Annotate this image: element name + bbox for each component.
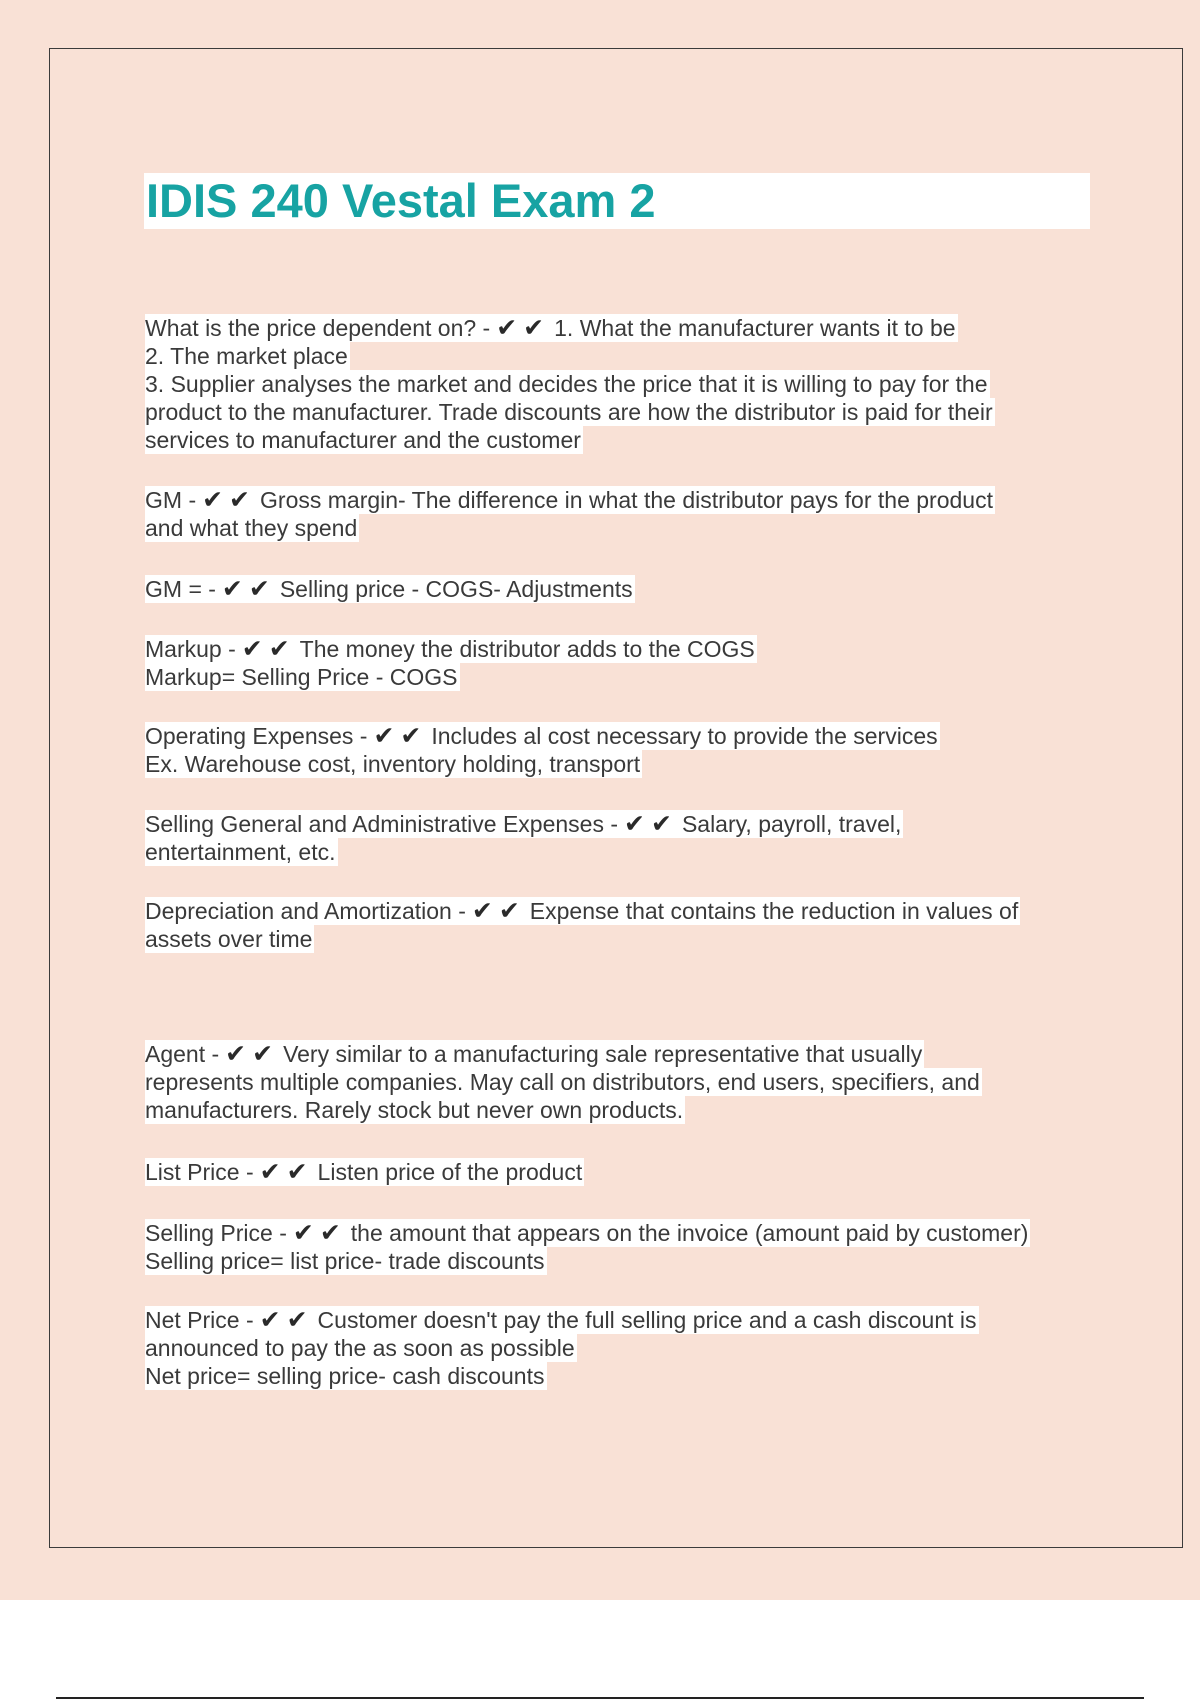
entry-definition: Listen price of the product [317, 1159, 583, 1185]
entry-continuation-line: assets over time [145, 926, 313, 952]
entry-definition: The money the distributor adds to the COGS [299, 636, 755, 662]
flashcard-entry [145, 1306, 979, 1390]
entry-continuation-line: Selling price= list price- trade discounts [145, 1248, 545, 1274]
check-double-icon: ✔✔ [471, 896, 526, 925]
check-double-icon: ✔✔ [225, 1039, 280, 1068]
entry-first-line [145, 810, 903, 838]
entry-continuation-line: product to the manufacturer. Trade discounts are how the distributor is paid for their [145, 399, 993, 425]
entry-term: Net Price - [145, 1307, 254, 1333]
entry-definition: Customer doesn't pay the full selling price and a cash discount is [317, 1307, 977, 1333]
entry-first-line [145, 486, 995, 514]
check-double-icon: ✔✔ [202, 485, 257, 514]
entry-definition: Salary, payroll, travel, [681, 811, 902, 837]
flashcard-entry [145, 486, 995, 542]
check-double-icon: ✔✔ [259, 1305, 314, 1334]
entry-term: Agent - [145, 1041, 220, 1067]
entry-continuation-line: manufacturers. Rarely stock but never own products. [145, 1097, 684, 1123]
check-double-icon: ✔✔ [373, 721, 428, 750]
flashcard-entry [145, 897, 1020, 953]
entry-term: Selling Price - [145, 1220, 287, 1246]
entry-term: What is the price dependent on? - [145, 315, 491, 341]
entry-first-line [145, 575, 635, 603]
entry-first-line [145, 314, 958, 342]
entry-term: GM - [145, 487, 197, 513]
flashcard-entry [145, 314, 995, 454]
entry-definition: Includes al cost necessary to provide the services [431, 723, 938, 749]
flashcard-entry [145, 1158, 584, 1186]
entry-term: GM = - [145, 576, 216, 602]
entry-first-line [145, 1219, 1030, 1247]
entry-continuation-line: 2. The market place [145, 343, 348, 369]
entry-first-line [145, 1306, 979, 1334]
entry-first-line [145, 722, 940, 750]
check-double-icon: ✔✔ [241, 634, 296, 663]
entry-continuation-line: announced to pay the as soon as possible [145, 1335, 575, 1361]
flashcard-entry [145, 575, 635, 603]
flashcard-entry [145, 635, 757, 691]
entry-term: List Price - [145, 1159, 254, 1185]
check-double-icon: ✔✔ [496, 313, 551, 342]
title-highlight [144, 173, 1090, 229]
entry-continuation-line: services to manufacturer and the customer [145, 427, 581, 453]
entry-term: Operating Expenses - [145, 723, 368, 749]
entry-continuation-line: represents multiple companies. May call on distributors, end users, specifiers, and [145, 1069, 980, 1095]
flashcard-entry [145, 1219, 1030, 1275]
entry-term: Markup - [145, 636, 236, 662]
entry-continuation-line: Markup= Selling Price - COGS [145, 664, 458, 690]
entry-first-line [145, 897, 1020, 925]
entry-definition: Very similar to a manufacturing sale representative that usually [283, 1041, 923, 1067]
entry-term: Depreciation and Amortization - [145, 898, 466, 924]
check-double-icon: ✔✔ [624, 809, 678, 838]
document-title: IDIS 240 Vestal Exam 2 [146, 174, 656, 227]
entry-continuation-line: Net price= selling price- cash discounts [145, 1363, 545, 1389]
entry-definition: 1. What the manufacturer wants it to be [554, 315, 956, 341]
entry-definition: Gross margin- The difference in what the distributor pays for the product [260, 487, 993, 513]
flashcard-entry [145, 1040, 982, 1124]
entry-definition: Selling price - COGS- Adjustments [279, 576, 633, 602]
entry-definition: Expense that contains the reduction in values of [529, 898, 1019, 924]
entry-definition: the amount that appears on the invoice (amount paid by customer) [350, 1220, 1029, 1246]
footer-divider [56, 1697, 1144, 1699]
check-double-icon: ✔✔ [259, 1157, 314, 1186]
entry-continuation-line: entertainment, etc. [145, 839, 336, 865]
entry-continuation-line: Ex. Warehouse cost, inventory holding, transport [145, 751, 641, 777]
entry-continuation-line: and what they spend [145, 515, 358, 541]
entry-continuation-line: 3. Supplier analyses the market and decides the price that it is willing to pay for the [145, 371, 988, 397]
entry-first-line [145, 1158, 584, 1186]
entry-term: Selling General and Administrative Expenses - [145, 811, 619, 837]
flashcard-entry [145, 722, 940, 778]
entry-first-line [145, 635, 757, 663]
check-double-icon: ✔✔ [221, 574, 276, 603]
check-double-icon: ✔✔ [292, 1218, 347, 1247]
entry-first-line [145, 1040, 924, 1068]
flashcard-entry [145, 810, 903, 866]
